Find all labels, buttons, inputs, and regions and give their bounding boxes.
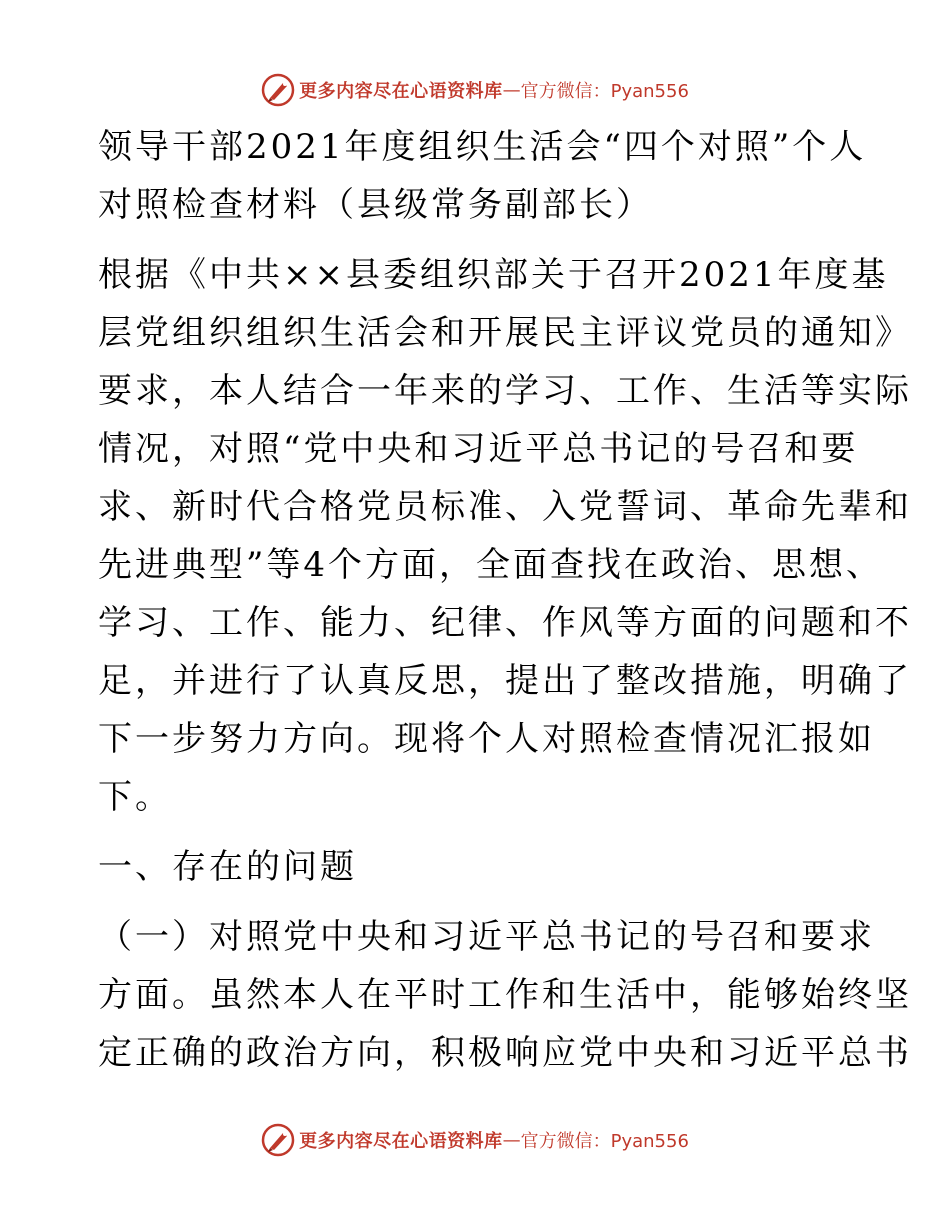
title-line: 领导干部2021年度组织生活会“四个对照”个人 (98, 127, 867, 167)
paragraph-line: 学习、工作、能力、纪律、作风等方面的问题和不 (98, 603, 912, 643)
paragraph-line: 先进典型”等4个方面，全面查找在政治、思想、 (98, 545, 884, 585)
paragraph-line: 层党组织组织生活会和开展民主评议党员的通知》 (98, 313, 912, 353)
paragraph-line: 要求，本人结合一年来的学习、工作、生活等实际 (98, 371, 912, 411)
title-line: 对照检查材料（县级常务副部长） (98, 185, 653, 225)
paragraph-line: 足，并进行了认真反思，提出了整改措施，明确了 (98, 661, 912, 701)
paragraph-line: 下。 (98, 777, 172, 817)
document-body (98, 118, 912, 1082)
pen-logo-icon (261, 73, 295, 107)
watermark-header (0, 70, 950, 110)
document-title (98, 118, 867, 234)
paragraph-line: 根据《中共××县委组织部关于召开2021年度基 (98, 255, 889, 295)
subsection-paragraph (98, 908, 912, 1082)
watermark-separator: — (502, 1129, 521, 1151)
pen-logo-icon (261, 1123, 295, 1157)
paragraph-line: 情况，对照“党中央和习近平总书记的号召和要 (98, 429, 859, 469)
section-heading: 一、存在的问题 (98, 847, 357, 887)
paragraph-line: （一）对照党中央和习近平总书记的号召和要求 (98, 917, 875, 957)
watermark-footer (0, 1120, 950, 1160)
paragraph-line: 方面。虽然本人在平时工作和生活中，能够始终坚 (98, 975, 912, 1015)
watermark-contact: 官方微信：Pyan556 (520, 81, 689, 102)
paragraph-line: 下一步努力方向。现将个人对照检查情况汇报如 (98, 719, 875, 759)
watermark-contact: 官方微信：Pyan556 (520, 1131, 689, 1152)
intro-paragraph (98, 246, 912, 826)
paragraph-line: 求、新时代合格党员标准、入党誓词、革命先辈和 (98, 487, 912, 527)
paragraph-line: 定正确的政治方向，积极响应党中央和习近平总书 (98, 1033, 912, 1073)
watermark-text: 更多内容尽在心语资料库 (299, 81, 503, 102)
watermark-text: 更多内容尽在心语资料库 (299, 1131, 503, 1152)
watermark-separator: — (502, 79, 521, 101)
